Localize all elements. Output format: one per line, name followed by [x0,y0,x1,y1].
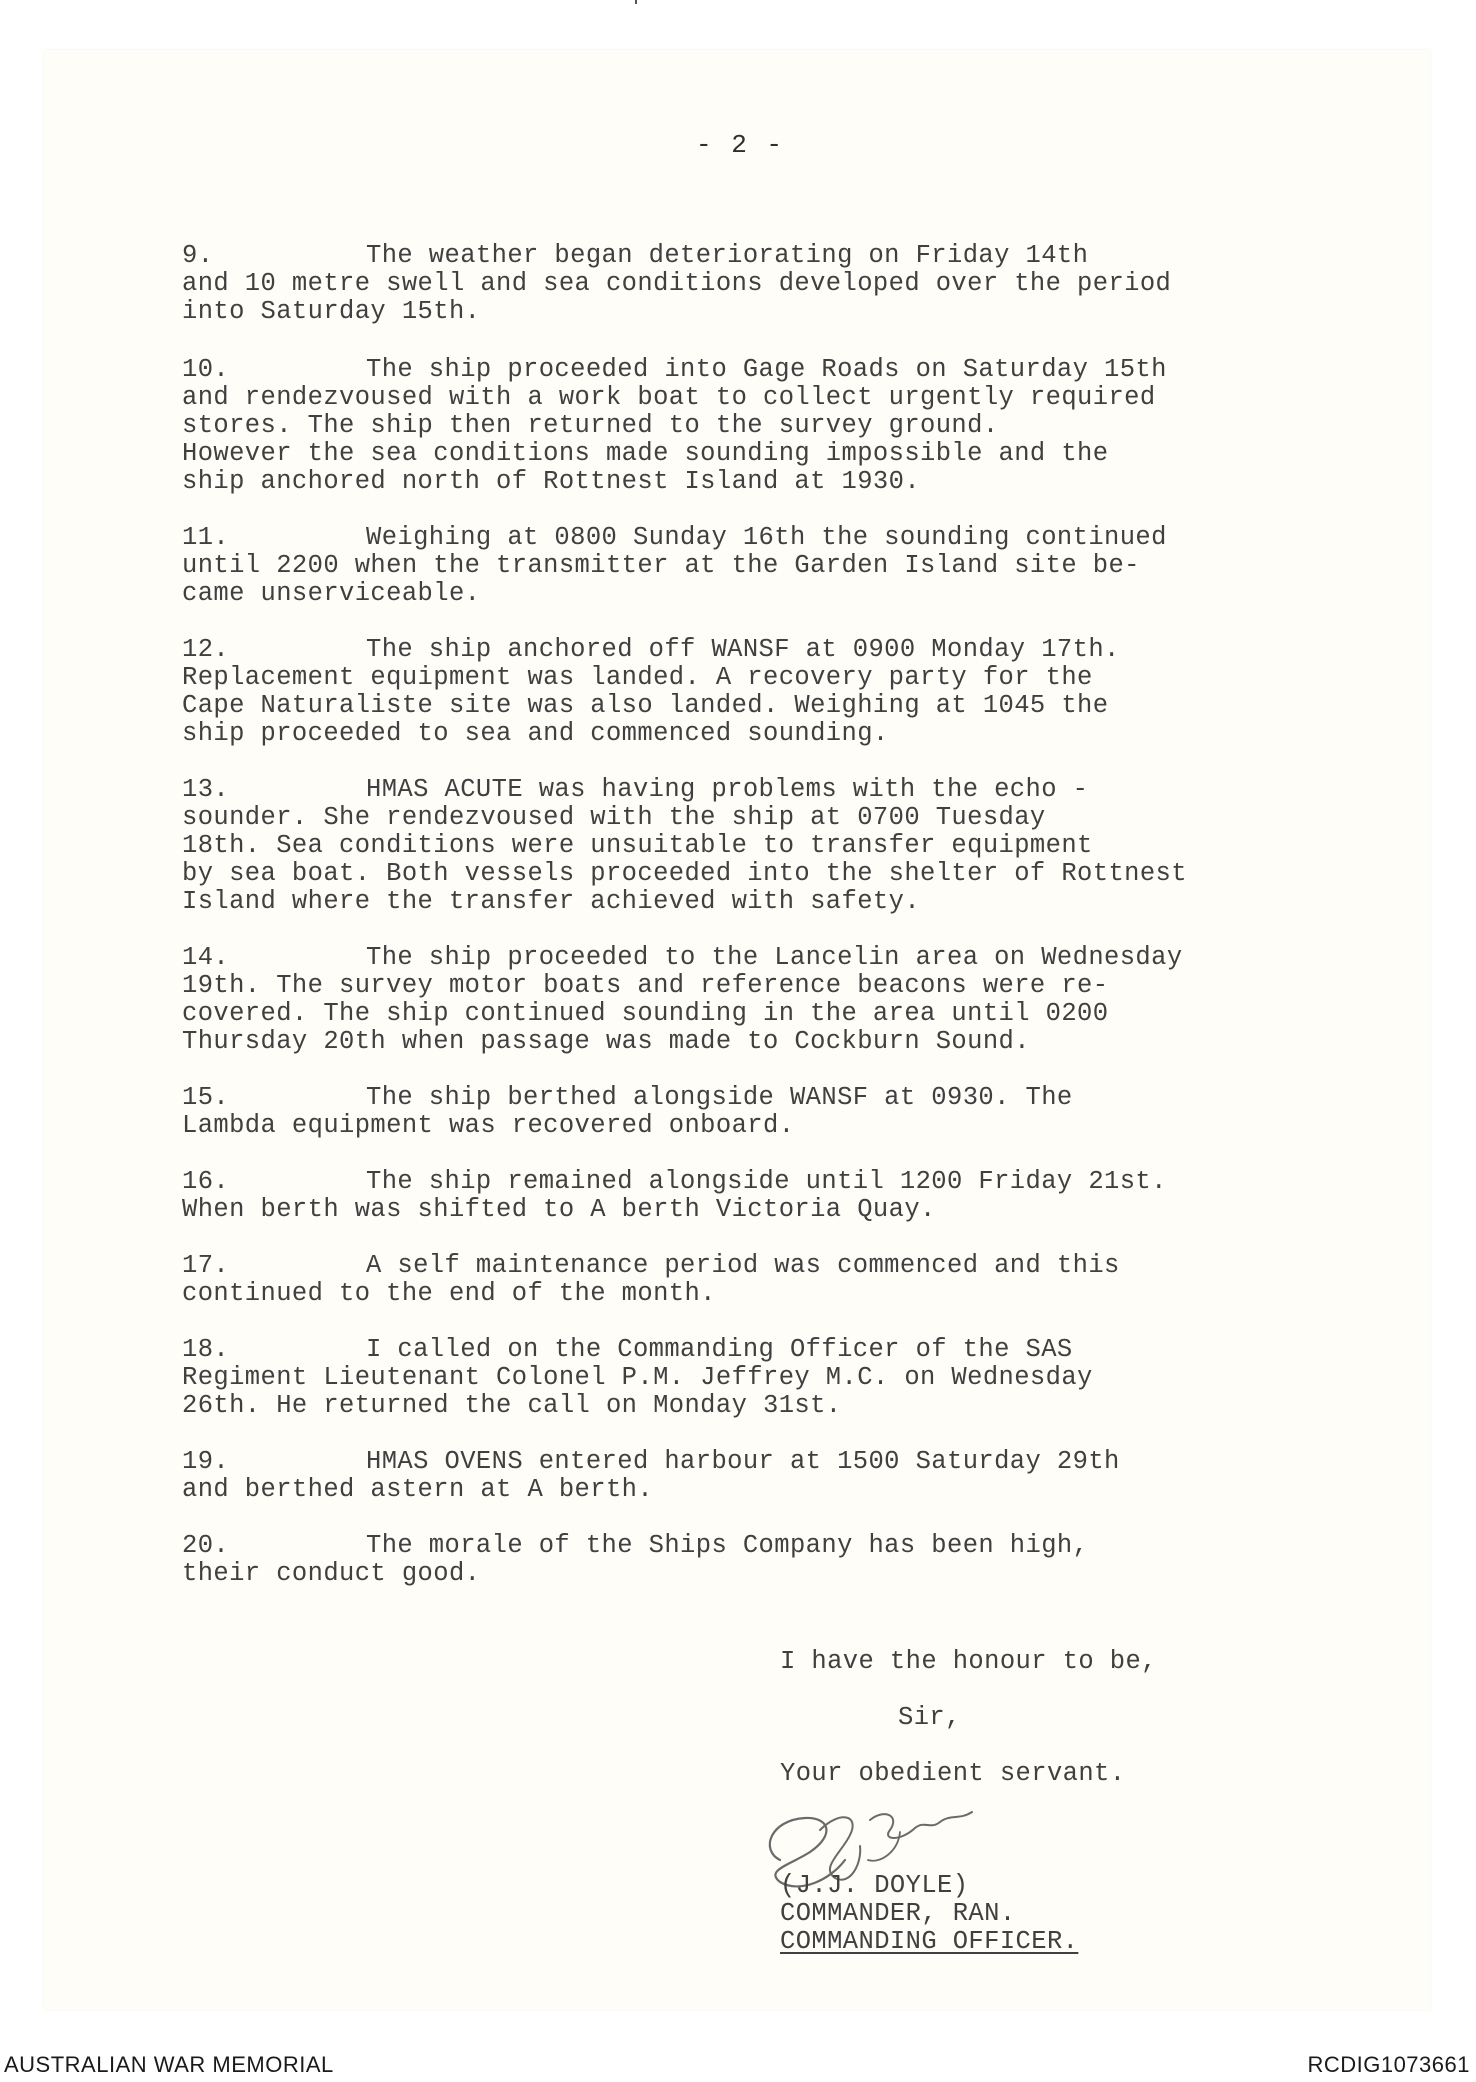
paragraph-continuation: their conduct good. [182,1559,481,1588]
paragraph-number: 16. [182,1167,230,1196]
paragraph-continuation: and rendezvoused with a work boat to collect urgently required stores. The ship then returned to the survey ground. However the sea conditions made sounding impossible and the ship anchored north of Rottnest Island at 1930. [182,383,1156,496]
closing-salutation: Sir, [898,1703,961,1732]
paragraph-18 [182,1336,1332,1420]
scan-mark [635,0,637,4]
paragraph-number: 9. [182,241,214,270]
paragraph-12 [182,636,1332,748]
footer-record-id: RCDIG1073661 [1307,2052,1470,2077]
paragraph-number: 14. [182,943,230,972]
paragraph-first-line: I called on the Commanding Officer of the SAS [366,1335,1073,1364]
paragraph-first-line: HMAS OVENS entered harbour at 1500 Saturday 29th [366,1447,1120,1476]
paragraph-number: 18. [182,1335,230,1364]
footer-archive-name: AUSTRALIAN WAR MEMORIAL [4,2052,334,2077]
paragraph-first-line: The weather began deteriorating on Friday 14th [366,241,1089,270]
signatory-name: (J.J. DOYLE) [780,1871,969,1900]
paragraph-continuation: sounder. She rendezvoused with the ship at 0700 Tuesday 18th. Sea conditions were unsuitable to transfer equipment by sea boat. Both vessels proceeded into the shelter of Rottnest Island where the transfer achieved with safety. [182,803,1187,916]
paragraph-number: 17. [182,1251,230,1280]
paragraph-10 [182,356,1332,496]
paragraph-number: 11. [182,523,230,552]
paragraph-continuation: 19th. The survey motor boats and reference beacons were re- covered. The ship continued sounding in the area until 0200 Thursday 20th when passage was made to Cockburn Sound. [182,971,1109,1056]
paragraph-20 [182,1532,1332,1588]
paragraph-13 [182,776,1332,916]
closing-servant: Your obedient servant. [780,1759,1126,1788]
signatory-rank: COMMANDER, RAN. [780,1899,1016,1928]
paragraph-continuation: until 2200 when the transmitter at the Garden Island site be- came unserviceable. [182,551,1140,608]
paragraph-first-line: The ship proceeded to the Lancelin area on Wednesday [366,943,1183,972]
paragraph-number: 13. [182,775,230,804]
paragraph-continuation: and 10 metre swell and sea conditions developed over the period into Saturday 15th. [182,269,1172,326]
paragraph-11 [182,524,1332,608]
paragraph-continuation: Replacement equipment was landed. A recovery party for the Cape Naturaliste site was also landed. Weighing at 1045 the ship proceeded to sea and commenced sounding. [182,663,1109,748]
paragraph-17 [182,1252,1332,1308]
paragraph-first-line: HMAS ACUTE was having problems with the echo - [366,775,1089,804]
paragraph-number: 19. [182,1447,230,1476]
paragraph-number: 12. [182,635,230,664]
paragraph-number: 20. [182,1531,230,1560]
paragraph-first-line: Weighing at 0800 Sunday 16th the sounding continued [366,523,1167,552]
signatory-title: COMMANDING OFFICER. [780,1927,1079,1956]
paragraph-continuation: continued to the end of the month. [182,1279,716,1308]
paragraph-9 [182,242,1332,326]
paragraph-continuation: and berthed astern at A berth. [182,1475,654,1504]
paragraph-continuation: When berth was shifted to A berth Victoria Quay. [182,1195,936,1224]
paragraph-first-line: The ship berthed alongside WANSF at 0930. The [366,1083,1073,1112]
paragraph-first-line: The ship remained alongside until 1200 Friday 21st. [366,1167,1167,1196]
page-number: - 2 - [695,130,784,160]
paragraph-continuation: Regiment Lieutenant Colonel P.M. Jeffrey M.C. on Wednesday 26th. He returned the call on Monday 31st. [182,1363,1093,1420]
paragraph-number: 15. [182,1083,230,1112]
closing-honour: I have the honour to be, [780,1647,1157,1676]
paragraph-16 [182,1168,1332,1224]
paragraph-15 [182,1084,1332,1140]
paragraph-first-line: The ship anchored off WANSF at 0900 Monday 17th. [366,635,1120,664]
paragraph-first-line: A self maintenance period was commenced and this [366,1251,1120,1280]
paragraph-continuation: Lambda equipment was recovered onboard. [182,1111,795,1140]
paragraph-19 [182,1448,1332,1504]
paragraph-14 [182,944,1332,1056]
paragraph-first-line: The morale of the Ships Company has been high, [366,1531,1089,1560]
paragraph-number: 10. [182,355,230,384]
paragraph-first-line: The ship proceeded into Gage Roads on Saturday 15th [366,355,1167,384]
